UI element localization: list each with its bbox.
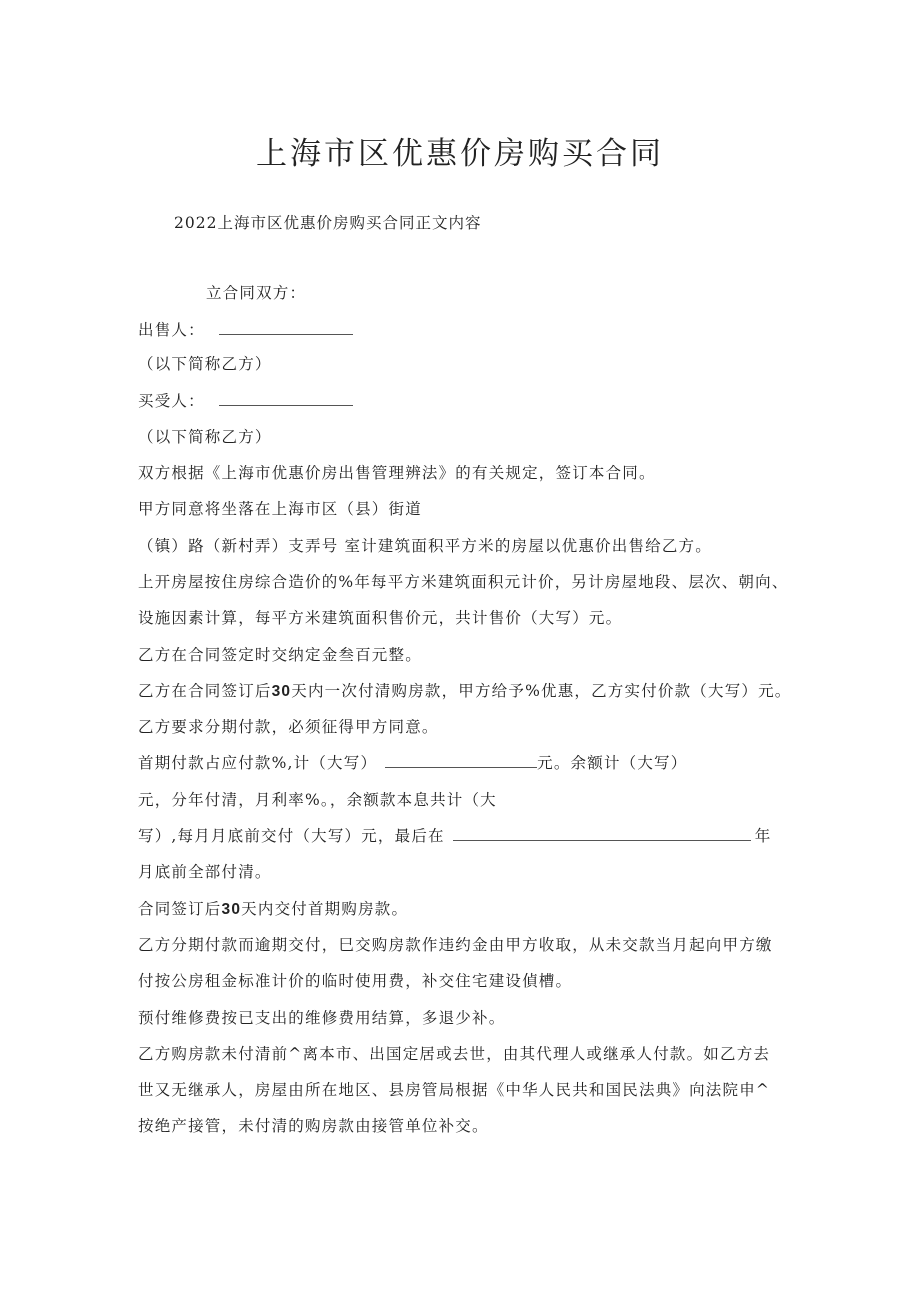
deposit-clause: 乙方在合同签定时交纳定金叁百元整。 <box>138 646 422 664</box>
first-payment-text-b: 元。余额计（大写） <box>537 754 688 772</box>
seller-label: 出售人： <box>138 321 205 339</box>
document-subtitle: 2022上海市区优惠价房购买合同正文内容 <box>174 214 482 232</box>
maintenance-clause: 预付维修费按已支出的维修费用结算，多退少补。 <box>138 1009 506 1027</box>
price-clause-1: 上开房屋按住房综合造价的%年每平方米建筑面积元计价，另计房屋地段、层次、朝向、 <box>138 573 789 591</box>
seller-blank <box>219 320 353 335</box>
installment-consent-clause: 乙方要求分期付款，必须征得甲方同意。 <box>138 718 439 736</box>
full-payment-days: 30 <box>271 683 292 700</box>
buyer-label: 买受人： <box>138 392 205 410</box>
parties-intro: 立合同双方： <box>206 284 307 302</box>
death-clause-3: 按绝产接管，未付清的购房款由接管单位补交。 <box>138 1117 489 1135</box>
seller-note: （以下简称乙方） <box>138 355 272 373</box>
document-title: 上海市区优惠价房购买合同 <box>256 136 664 172</box>
death-clause-2: 世又无继承人，房屋由所在地区、县房管局根据《中华人民共和国民法典》向法院申^ <box>138 1081 771 1099</box>
installment-terms-clause: 元，分年付清，月利率%。，余额款本息共计（大 <box>138 791 497 809</box>
monthly-payment-text-b: 年 <box>754 827 772 845</box>
monthly-payment-clause-end: 月底前全部付清。 <box>138 863 272 881</box>
full-payment-text-a: 乙方在合同签订后 <box>138 682 272 700</box>
full-payment-clause <box>138 681 792 702</box>
basis-clause: 双方根据《上海市优惠价房出售管理辨法》的有关规定，签订本合同。 <box>138 464 656 482</box>
price-clause-2: 设施因素计算，每平方米建筑面积售价元，共计售价（大写）元。 <box>138 609 623 627</box>
overdue-clause-2: 付按公房租金标准计价的临时使用费，补交住宅建设偵槽。 <box>138 972 573 990</box>
first-payment-due-days: 30 <box>221 901 242 918</box>
overdue-clause-1: 乙方分期付款而逾期交付，巳交购房款作违约金由甲方收取，从未交款当月起向甲方缴 <box>138 936 773 954</box>
location-clause-1: 甲方同意将坐落在上海市区（县）街道 <box>138 500 422 518</box>
monthly-payment-clause <box>138 826 771 846</box>
first-payment-clause <box>138 753 687 773</box>
buyer-line <box>138 391 353 411</box>
buyer-blank <box>219 391 353 406</box>
first-payment-due-clause <box>138 899 408 920</box>
first-payment-blank <box>385 753 537 768</box>
full-payment-text-b: 天内一次付清购房款，甲方给予%优惠，乙方实付价款（大写）元。 <box>291 682 792 700</box>
final-payment-blank <box>453 826 751 841</box>
first-payment-due-text-b: 天内交付首期购房款。 <box>241 900 409 918</box>
buyer-note: （以下简称乙方） <box>138 428 272 446</box>
seller-line <box>138 320 353 340</box>
first-payment-due-text-a: 合同签订后 <box>138 900 222 918</box>
monthly-payment-text-a: 写）,每月月底前交付（大写）元，最后在 <box>138 827 445 845</box>
location-clause-2: （镇）路（新村弄）支弄号 室计建筑面积平方米的房屋以优惠价出售给乙方。 <box>138 537 712 555</box>
death-clause-1: 乙方购房款未付清前^离本市、出国定居或去世，由其代理人或继承人付款。如乙方去 <box>138 1045 771 1063</box>
first-payment-text-a: 首期付款占应付款%,计（大写） <box>138 754 378 772</box>
